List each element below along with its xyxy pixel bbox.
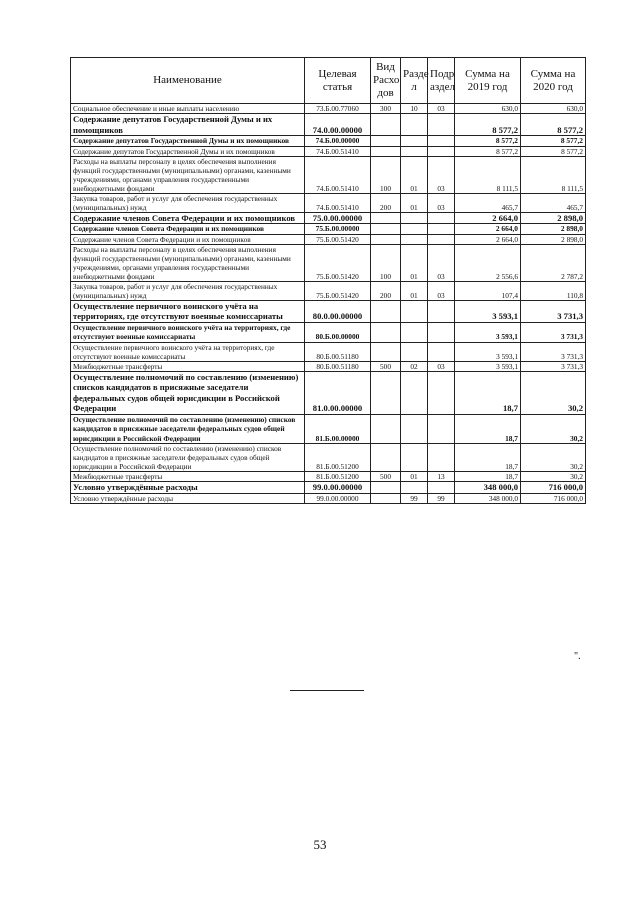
row-name: Осуществление первичного воинского учёта на территориях, где отсутствуют военные комиссариаты (71, 342, 305, 361)
row-sum-2019: 3 593,1 (455, 361, 521, 371)
row-name: Содержание депутатов Государственной Думы и их помощников (71, 114, 305, 136)
table-row (71, 482, 586, 494)
row-section (401, 414, 428, 444)
row-sum-2020: 8 111,5 (521, 156, 586, 193)
row-section (401, 234, 428, 244)
page-number: 53 (313, 837, 327, 852)
row-kind (371, 414, 401, 444)
row-code: 80.Б.00.51180 (305, 342, 371, 361)
row-kind (371, 300, 401, 322)
row-subsection: 03 (428, 104, 455, 114)
row-subsection: 03 (428, 193, 455, 212)
row-name: Содержание членов Совета Федерации и их помощников (71, 212, 305, 224)
row-sum-2020: 2 898,0 (521, 212, 586, 224)
table-row (71, 244, 586, 281)
table-row (71, 114, 586, 136)
row-section: 10 (401, 104, 428, 114)
row-subsection (428, 300, 455, 322)
header-name: Наименование (71, 58, 305, 104)
row-kind: 200 (371, 193, 401, 212)
row-section (401, 444, 428, 472)
row-name: Осуществление первичного воинского учёта на территориях, где отсутствуют военные комиссариаты (71, 322, 305, 342)
row-kind: 100 (371, 156, 401, 193)
row-subsection (428, 482, 455, 494)
row-sum-2019: 348 000,0 (455, 482, 521, 494)
row-code: 80.Б.00.00000 (305, 322, 371, 342)
row-sum-2020: 2 787,2 (521, 244, 586, 281)
row-section: 01 (401, 193, 428, 212)
row-section (401, 114, 428, 136)
row-sum-2020: 630,0 (521, 104, 586, 114)
row-section (401, 482, 428, 494)
row-code: 80.Б.00.51180 (305, 361, 371, 371)
row-sum-2020: 716 000,0 (521, 493, 586, 503)
row-subsection (428, 234, 455, 244)
row-sum-2020: 3 731,3 (521, 342, 586, 361)
row-section: 99 (401, 493, 428, 503)
row-name: Содержание депутатов Государственной Думы и их помощников (71, 136, 305, 147)
row-section (401, 300, 428, 322)
row-sum-2020: 30,2 (521, 444, 586, 472)
row-code: 74.0.00.00000 (305, 114, 371, 136)
table-row (71, 300, 586, 322)
row-code: 81.Б.00.51200 (305, 472, 371, 482)
table-row (71, 361, 586, 371)
row-name: Закупка товаров, работ и услуг для обеспечения государственных (муниципальных) нужд (71, 193, 305, 212)
row-name: Социальное обеспечение и иные выплаты населению (71, 104, 305, 114)
row-sum-2020: 3 731,3 (521, 361, 586, 371)
row-sum-2020: 2 898,0 (521, 234, 586, 244)
row-sum-2019: 465,7 (455, 193, 521, 212)
row-sum-2019: 8 577,2 (455, 114, 521, 136)
row-sum-2020: 2 898,0 (521, 224, 586, 235)
row-name: Осуществление полномочий по составлению (изменению) списков кандидатов в присяжные заседатели федеральных судов общей юрисдикции в Российской Федерации (71, 371, 305, 414)
row-code: 75.Б.00.51420 (305, 244, 371, 281)
row-code: 74.Б.00.51410 (305, 193, 371, 212)
row-section (401, 146, 428, 156)
row-sum-2019: 348 000,0 (455, 493, 521, 503)
header-sum-2019: Сумма на 2019 год (455, 58, 521, 104)
row-kind (371, 212, 401, 224)
table-body (71, 104, 586, 504)
row-name: Условно утверждённые расходы (71, 493, 305, 503)
row-sum-2019: 2 664,0 (455, 212, 521, 224)
row-sum-2020: 8 577,2 (521, 146, 586, 156)
table-row (71, 414, 586, 444)
row-code: 81.Б.00.00000 (305, 414, 371, 444)
row-sum-2020: 716 000,0 (521, 482, 586, 494)
row-code: 80.0.00.00000 (305, 300, 371, 322)
row-subsection: 13 (428, 472, 455, 482)
row-section: 01 (401, 472, 428, 482)
row-kind (371, 114, 401, 136)
table-row (71, 444, 586, 472)
row-code: 75.Б.00.00000 (305, 224, 371, 235)
row-sum-2019: 2 664,0 (455, 224, 521, 235)
row-subsection (428, 371, 455, 414)
row-sum-2019: 8 111,5 (455, 156, 521, 193)
row-sum-2019: 8 577,2 (455, 146, 521, 156)
table-row (71, 234, 586, 244)
row-subsection (428, 114, 455, 136)
row-name: Содержание членов Совета Федерации и их помощников (71, 234, 305, 244)
row-sum-2019: 2 664,0 (455, 234, 521, 244)
table-row (71, 156, 586, 193)
table-row (71, 493, 586, 503)
row-subsection: 03 (428, 156, 455, 193)
row-kind (371, 371, 401, 414)
row-name: Осуществление полномочий по составлению (изменению) списков кандидатов в присяжные заседатели федеральных судов общей юрисдикции в Российской Федерации (71, 414, 305, 444)
row-subsection (428, 322, 455, 342)
table-row (71, 472, 586, 482)
table-row (71, 146, 586, 156)
row-name: Закупка товаров, работ и услуг для обеспечения государственных (муниципальных) нужд (71, 281, 305, 300)
row-kind (371, 146, 401, 156)
header-target: Целевая статья (305, 58, 371, 104)
row-sum-2020: 3 731,3 (521, 322, 586, 342)
row-kind (371, 444, 401, 472)
row-name: Осуществление первичного воинского учёта на территориях, где отсутствуют военные комиссариаты (71, 300, 305, 322)
row-name: Межбюджетные трансферты (71, 361, 305, 371)
row-subsection: 99 (428, 493, 455, 503)
row-kind (371, 224, 401, 235)
row-kind: 500 (371, 361, 401, 371)
header-section: Разде л (401, 58, 428, 104)
row-name: Расходы на выплаты персоналу в целях обеспечения выполнения функций государственными (муниципальными) органами, казенными учреждениями, органами управления государственными внебюджетными фондами (71, 156, 305, 193)
row-subsection: 03 (428, 244, 455, 281)
row-subsection (428, 212, 455, 224)
row-name: Содержание депутатов Государственной Думы и их помощников (71, 146, 305, 156)
row-code: 81.Б.00.51200 (305, 444, 371, 472)
row-code: 74.Б.00.00000 (305, 136, 371, 147)
table-row (71, 104, 586, 114)
row-subsection: 03 (428, 281, 455, 300)
row-kind: 300 (371, 104, 401, 114)
row-section (401, 224, 428, 235)
table-row (71, 342, 586, 361)
row-kind: 500 (371, 472, 401, 482)
row-sum-2020: 465,7 (521, 193, 586, 212)
row-subsection (428, 136, 455, 147)
row-sum-2020: 30,2 (521, 472, 586, 482)
table-header-row (71, 58, 586, 104)
row-subsection: 03 (428, 361, 455, 371)
row-sum-2019: 630,0 (455, 104, 521, 114)
table-row (71, 193, 586, 212)
row-name: Осуществление полномочий по составлению (изменению) списков кандидатов в присяжные заседатели федеральных судов общей юрисдикции в Российской Федерации (71, 444, 305, 472)
row-code: 74.Б.00.51410 (305, 146, 371, 156)
row-name: Условно утверждённые расходы (71, 482, 305, 494)
table-row (71, 322, 586, 342)
row-sum-2020: 110,8 (521, 281, 586, 300)
row-sum-2019: 18,7 (455, 444, 521, 472)
row-subsection (428, 224, 455, 235)
row-kind: 100 (371, 244, 401, 281)
row-sum-2020: 30,2 (521, 371, 586, 414)
row-section: 02 (401, 361, 428, 371)
row-sum-2020: 8 577,2 (521, 114, 586, 136)
row-code: 75.0.00.00000 (305, 212, 371, 224)
row-section (401, 136, 428, 147)
row-name: Содержание членов Совета Федерации и их помощников (71, 224, 305, 235)
table-row (71, 281, 586, 300)
row-section (401, 371, 428, 414)
row-code: 99.0.00.00000 (305, 493, 371, 503)
budget-table (70, 57, 586, 504)
row-subsection (428, 414, 455, 444)
row-kind (371, 482, 401, 494)
header-kind: Вид Расхо дов (371, 58, 401, 104)
table-row (71, 136, 586, 147)
row-section: 01 (401, 156, 428, 193)
row-code: 75.Б.00.51420 (305, 234, 371, 244)
row-sum-2019: 107,4 (455, 281, 521, 300)
row-kind (371, 342, 401, 361)
closing-quote: ". (574, 651, 581, 662)
row-kind (371, 322, 401, 342)
row-name: Межбюджетные трансферты (71, 472, 305, 482)
row-sum-2019: 18,7 (455, 371, 521, 414)
row-subsection (428, 146, 455, 156)
table-row (71, 224, 586, 235)
row-kind (371, 493, 401, 503)
table-row (71, 212, 586, 224)
row-kind (371, 136, 401, 147)
row-kind (371, 234, 401, 244)
row-sum-2020: 3 731,3 (521, 300, 586, 322)
row-sum-2019: 8 577,2 (455, 136, 521, 147)
row-section: 01 (401, 244, 428, 281)
row-sum-2019: 18,7 (455, 472, 521, 482)
row-sum-2019: 18,7 (455, 414, 521, 444)
row-name: Расходы на выплаты персоналу в целях обеспечения выполнения функций государственными (муниципальными) органами, казенными учреждениями, органами управления государственными внебюджетными фондами (71, 244, 305, 281)
row-sum-2019: 3 593,1 (455, 322, 521, 342)
row-code: 73.Б.00.77060 (305, 104, 371, 114)
header-sum-2020: Сумма на 2020 год (521, 58, 586, 104)
row-sum-2019: 3 593,1 (455, 342, 521, 361)
row-code: 81.0.00.00000 (305, 371, 371, 414)
row-section: 01 (401, 281, 428, 300)
row-section (401, 322, 428, 342)
row-sum-2020: 8 577,2 (521, 136, 586, 147)
row-kind: 200 (371, 281, 401, 300)
row-sum-2019: 2 556,6 (455, 244, 521, 281)
table-row (71, 371, 586, 414)
row-section (401, 212, 428, 224)
row-code: 75.Б.00.51420 (305, 281, 371, 300)
row-subsection (428, 342, 455, 361)
row-code: 74.Б.00.51410 (305, 156, 371, 193)
header-subsection: Подр аздел (428, 58, 455, 104)
row-subsection (428, 444, 455, 472)
row-section (401, 342, 428, 361)
row-sum-2020: 30,2 (521, 414, 586, 444)
row-sum-2019: 3 593,1 (455, 300, 521, 322)
row-code: 99.0.00.00000 (305, 482, 371, 494)
separator-line (290, 690, 364, 691)
